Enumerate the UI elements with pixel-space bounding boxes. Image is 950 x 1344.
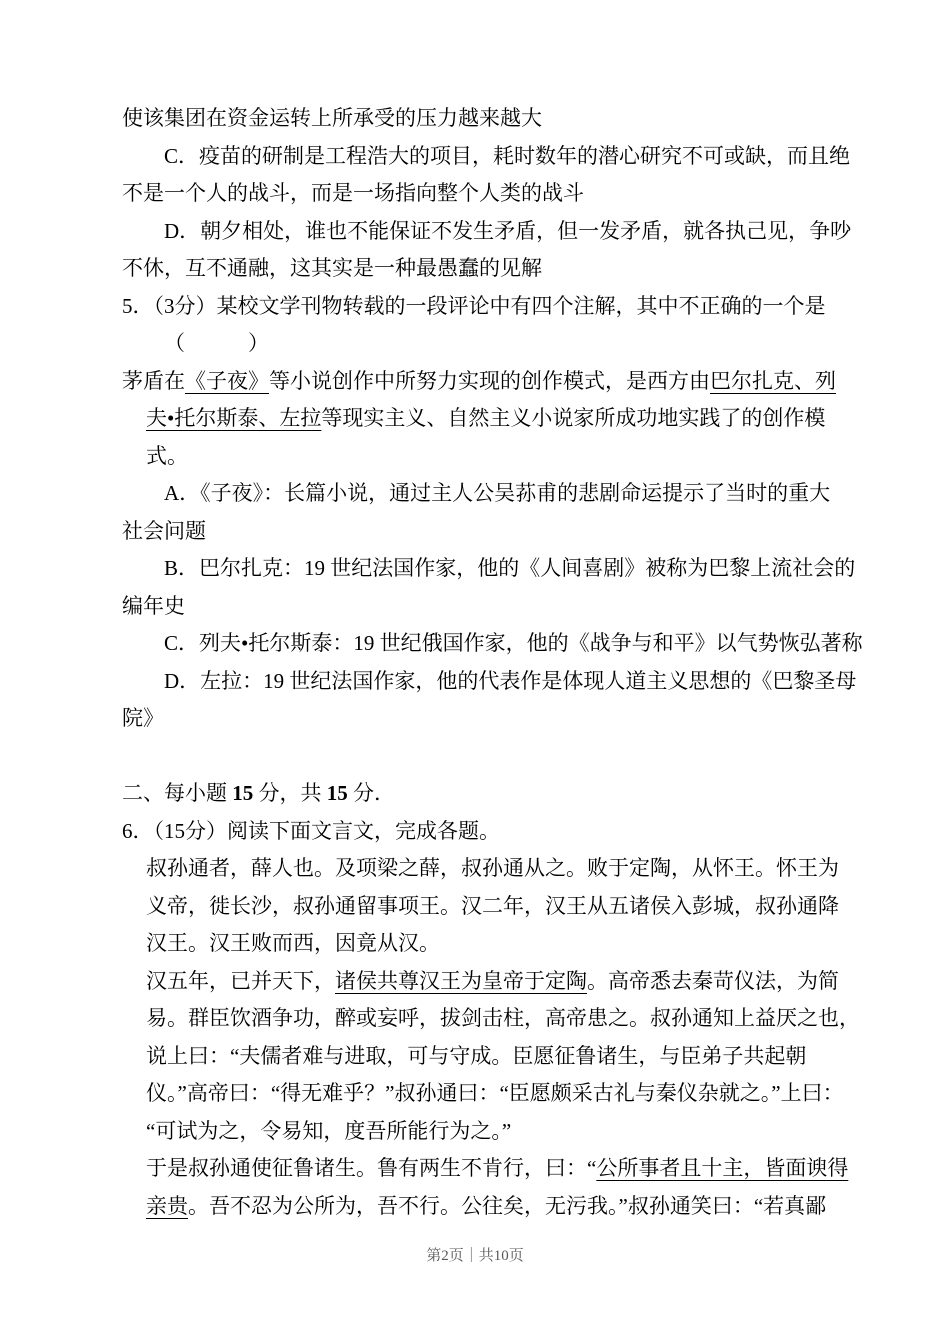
text-line (122, 550, 882, 588)
text-segment: A．《子夜》：长篇小说，通过主人公吴荪甫的悲剧命运提示了当时的重大 (164, 481, 831, 505)
text-segment: 6．（15分）阅读下面文言文，完成各题。 (122, 818, 500, 843)
text-line (122, 400, 882, 438)
text-segment: 。吾不忍为公所为，吾不行。公往矣，无污我。”叔孙通笑曰：“若真鄙 (188, 1193, 827, 1218)
text-line (122, 625, 882, 663)
text-line (122, 1038, 882, 1076)
text-line (122, 1113, 882, 1151)
text-line (122, 1150, 882, 1188)
text-segment: 等现实主义、自然主义小说家所成功地实践了的创作模 (321, 406, 826, 430)
text-segment: D．朝夕相处，谁也不能保证不发生矛盾，但一发矛盾，就各执己见，争吵 (164, 218, 852, 243)
text-segment: D．左拉：19 世纪法国作家，他的代表作是体现人道主义思想的《巴黎圣母 (164, 668, 857, 693)
text-line (122, 925, 882, 963)
text-segment: 分，共 (253, 781, 327, 805)
text-segment: 分． (347, 781, 395, 805)
text-segment: 易。群臣饮酒争功，醉或妄呼，拔剑击柱，高帝患之。叔孙通知上益厌之也， (146, 1006, 860, 1030)
text-line (122, 1188, 882, 1226)
text-line (122, 850, 882, 888)
text-line (122, 888, 882, 926)
text-segment: B．巴尔扎克：19 世纪法国作家，他的《人间喜剧》被称为巴黎上流社会的 (164, 556, 856, 580)
text-segment: 于是叔孙通使征鲁诸生。鲁有两生不肯行，曰：“ (146, 1156, 597, 1180)
text-line (122, 813, 882, 851)
text-segment: 15 (232, 781, 254, 805)
page-number-label: 第2页｜共10页 (426, 1248, 524, 1264)
text-line (122, 475, 882, 513)
underlined-text: 诸侯共尊汉王为皇帝于定陶 (335, 968, 587, 993)
underlined-text: 巴尔扎克、列 (710, 368, 836, 393)
text-line (122, 1000, 882, 1038)
text-line (122, 438, 882, 476)
text-segment: 院》 (122, 706, 164, 730)
text-segment: （ ） (164, 331, 269, 355)
text-segment: 叔孙通者，薛人也。及项梁之薛，叔孙通从之。败于定陶，从怀王。怀王为 (146, 856, 839, 880)
text-segment: 说上曰：“夫儒者难与进取，可与守成。臣愿征鲁诸生，与臣弟子共起朝 (146, 1043, 807, 1068)
text-line (122, 513, 882, 551)
text-segment: 不是一个人的战斗，而是一场指向整个人类的战斗 (122, 181, 584, 205)
text-segment: 。高帝悉去秦苛仪法，为简 (587, 968, 839, 993)
underlined-text: 夫•托尔斯泰、左拉 (146, 406, 322, 430)
underlined-text: 《子夜》 (185, 368, 269, 393)
text-line (122, 663, 882, 701)
text-segment: 汉王。汉王败而西，因竟从汉。 (146, 931, 440, 955)
text-line (122, 363, 882, 401)
text-segment: 式。 (146, 443, 188, 468)
text-line (122, 138, 882, 176)
text-segment: 5．（3分）某校文学刊物转载的一段评论中有四个注解，其中不正确的一个是 (122, 293, 826, 318)
text-line (122, 963, 882, 1001)
text-line (122, 325, 882, 363)
text-segment: 使该集团在资金运转上所承受的压力越来越大 (122, 106, 542, 130)
text-segment: 茅盾在 (122, 368, 185, 393)
text-line (122, 213, 882, 251)
underlined-text: 公所事者且十主，皆面谀得 (596, 1156, 849, 1180)
page-footer (0, 1246, 950, 1266)
text-segment: 等小说创作中所努力实现的创作模式，是西方由 (269, 368, 710, 393)
text-segment: C．列夫•托尔斯泰：19 世纪俄国作家，他的《战争与和平》以气势恢弘著称 (164, 631, 863, 655)
text-segment: 汉五年，已并天下， (146, 968, 335, 993)
text-segment: 仪。”高帝曰：“得无难乎？”叔孙通曰：“臣愿颇采古礼与秦仪杂就之。”上曰： (146, 1081, 844, 1105)
text-line (122, 700, 882, 738)
text-line (122, 175, 882, 213)
text-segment: 15 (326, 781, 348, 805)
text-segment: 编年史 (122, 593, 185, 618)
text-segment: 不休，互不通融，这其实是一种最愚蠢的见解 (122, 256, 542, 280)
text-segment: 义帝，徙长沙，叔孙通留事项王。汉二年，汉王从五诸侯入彭城，叔孙通降 (146, 893, 839, 918)
document-content (122, 100, 882, 1225)
blank-line (122, 738, 882, 776)
text-segment: 社会问题 (122, 518, 206, 543)
text-line (122, 588, 882, 626)
text-line (122, 288, 882, 326)
text-segment: C．疫苗的研制是工程浩大的项目，耗时数年的潜心研究不可或缺，而且绝 (164, 143, 851, 168)
text-line (122, 100, 882, 138)
text-segment: 二、每小题 (122, 781, 233, 805)
text-line (122, 250, 882, 288)
underlined-text: 亲贵 (146, 1193, 188, 1218)
text-line (122, 1075, 882, 1113)
text-segment: “可试为之，令易知，度吾所能行为之。” (146, 1118, 512, 1143)
text-line (122, 775, 882, 813)
